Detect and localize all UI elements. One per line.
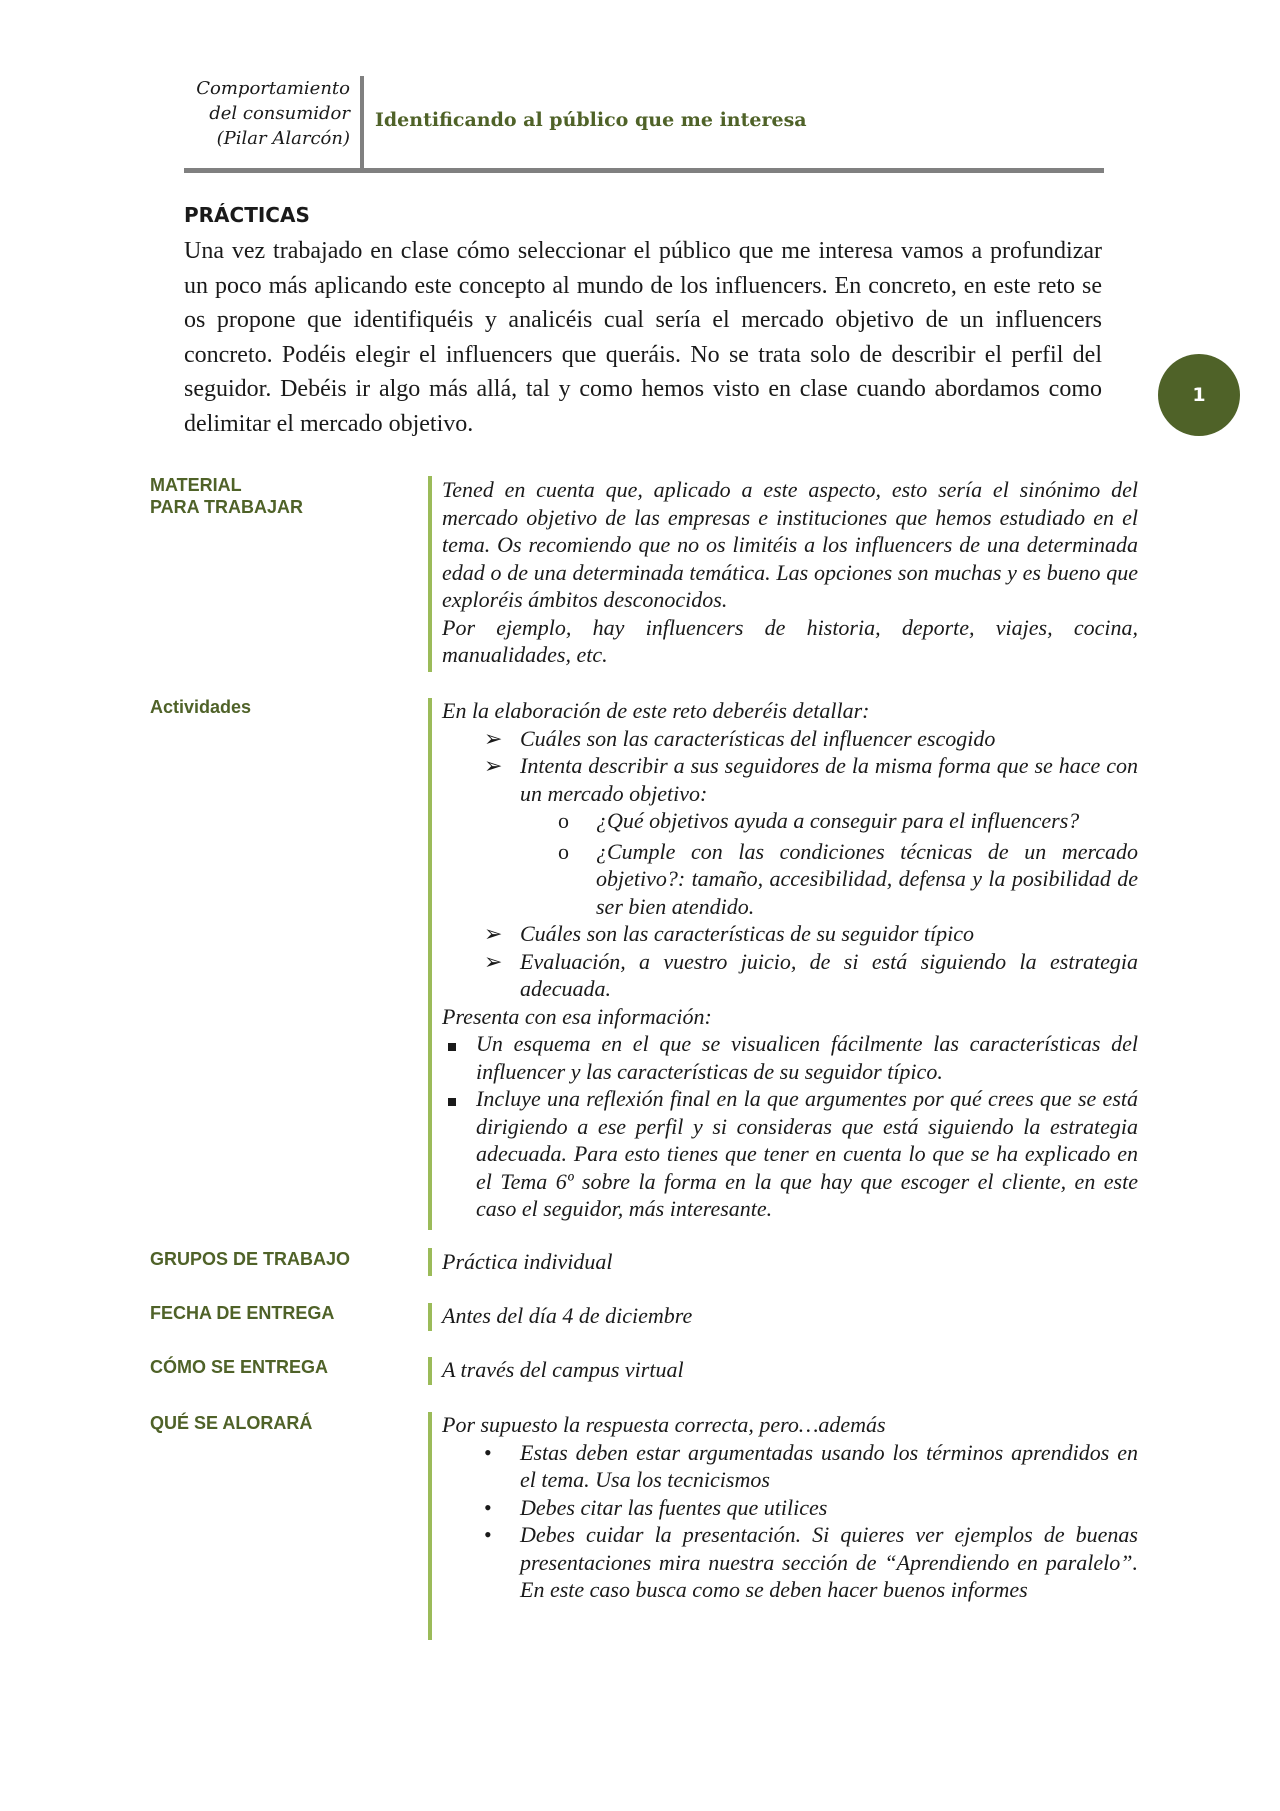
material-label-line: PARA TRABAJAR <box>150 497 303 517</box>
actividades-bar <box>428 698 432 1230</box>
valora-content <box>442 1411 1138 1604</box>
circle-bullet-icon: o <box>558 838 569 864</box>
present-intro: Presenta con esa información: <box>442 1003 712 1029</box>
como-value: A través del campus virtual <box>442 1357 684 1382</box>
list-item: ➢ Cuáles son las características del influencer escogido <box>484 725 996 751</box>
fecha-value: Antes del día 4 de diciembre <box>442 1303 693 1328</box>
arrow-bullet-icon: ➢ <box>484 725 503 751</box>
actividades-intro: En la elaboración de este reto deberéis detallar: <box>442 698 870 723</box>
list-item: • Estas deben estar argumentadas usando los términos aprendidos en el tema. Usa los tecnicismos <box>484 1439 1138 1492</box>
list-item: ➢ Evaluación, a vuestro juicio, de si está siguiendo la estrategia adecuada. <box>484 948 1138 1001</box>
material-content <box>442 476 1138 669</box>
list-subitem: o ¿Cumple con las condiciones técnicas de un mercado objetivo?: tamaño, accesibilidad, defensa y la posibilidad de ser bien atendido. <box>558 838 1138 919</box>
fecha-label: FECHA DE ENTREGA <box>150 1303 335 1323</box>
list-item: ➢ Cuáles son las características de su seguidor típico <box>484 921 975 946</box>
fecha-bar <box>428 1303 432 1331</box>
grupos-value: Práctica individual <box>442 1249 613 1274</box>
material-label <box>150 474 400 518</box>
list-item: Incluye una reflexión final en la que argumentes por qué crees que se está dirigiendo a ese perfil y si consideras que está siguiendo la estrategia adecuada. Para esto tienes que tener en cuenta lo que se ha explicado en el Tema 6º sobre la forma en la que hay que escoger el cliente, en este caso el seguidor, más interesante. <box>442 1085 1138 1223</box>
page-header <box>184 76 1104 170</box>
square-bullet-icon <box>448 1085 456 1113</box>
dot-bullet-icon: • <box>484 1439 492 1465</box>
header-title: Identificando al público que me interesa <box>375 109 807 131</box>
material-paragraph: Por ejemplo, hay influencers de historia, deporte, viajes, cocina, manualidades, etc. <box>442 614 1138 667</box>
valora-intro: Por supuesto la respuesta correcta, pero…además <box>442 1412 886 1437</box>
header-rule <box>184 168 1104 173</box>
valora-label: QUÉ SE ALORARÁ <box>150 1413 313 1433</box>
list-item: ➢ Intenta describir a sus seguidores de la misma forma que se hace con un mercado objetivo: <box>484 753 1138 806</box>
actividades-label: Actividades <box>150 697 252 717</box>
header-divider <box>360 76 364 170</box>
header-course-line: del consumidor <box>209 103 350 124</box>
square-bullet-icon <box>448 1030 456 1058</box>
list-item: • Debes cuidar la presentación. Si quieres ver ejemplos de buenas presentaciones mira nuestra sección de “Aprendiendo en paralelo”. En este caso busca como se deben hacer buenos informes <box>484 1522 1138 1602</box>
dot-bullet-icon: • <box>484 1522 492 1547</box>
arrow-bullet-icon: ➢ <box>484 948 503 974</box>
page-number-badge: 1 <box>1158 354 1240 436</box>
arrow-bullet-icon: ➢ <box>484 921 503 946</box>
section-title: PRÁCTICAS <box>184 203 310 227</box>
como-bar <box>428 1357 432 1385</box>
circle-bullet-icon: o <box>558 808 569 833</box>
material-label-line: MATERIAL <box>150 475 242 495</box>
grupos-label: GRUPOS DE TRABAJO <box>150 1249 351 1269</box>
material-paragraph: Tened en cuenta que, aplicado a este aspecto, esto sería el sinónimo del mercado objetivo de las empresas e instituciones que hemos estudiado en el tema. Os recomiendo que no os limitéis a los influencers de una determinada edad o de una determinada temática. Las opciones son muchas y es bueno que exploréis ámbitos desconocidos. <box>442 477 1138 612</box>
intro-paragraph: Una vez trabajado en clase cómo seleccionar el público que me interesa vamos a profundizar un poco más aplicando este concepto al mundo de los influencers. En concreto, en este reto se os propone que identifiquéis y analicéis cual sería el mercado objetivo de un influencers concreto. Podéis elegir el influencers que queráis. No se trata solo de describir el perfil del seguidor. Debéis ir algo más allá, tal y como hemos visto en clase cuando abordamos como delimitar el mercado objetivo. <box>184 238 1102 437</box>
list-item: • Debes citar las fuentes que utilices <box>484 1494 828 1520</box>
header-course-line: Comportamiento <box>196 78 350 99</box>
actividades-content <box>442 697 1138 1223</box>
header-author-line: (Pilar Alarcón) <box>216 128 350 149</box>
valora-bar <box>428 1412 432 1640</box>
list-subitem: o ¿Qué objetivos ayuda a conseguir para el influencers? <box>558 808 1080 833</box>
list-item: Un esquema en el que se visualicen fácilmente las características del influencer y las características de su seguidor típico. <box>442 1030 1138 1085</box>
grupos-bar <box>428 1248 432 1276</box>
arrow-bullet-icon: ➢ <box>484 753 503 778</box>
material-bar <box>428 476 432 672</box>
dot-bullet-icon: • <box>484 1494 492 1520</box>
header-course-info <box>184 76 350 170</box>
como-label: CÓMO SE ENTREGA <box>150 1357 329 1377</box>
